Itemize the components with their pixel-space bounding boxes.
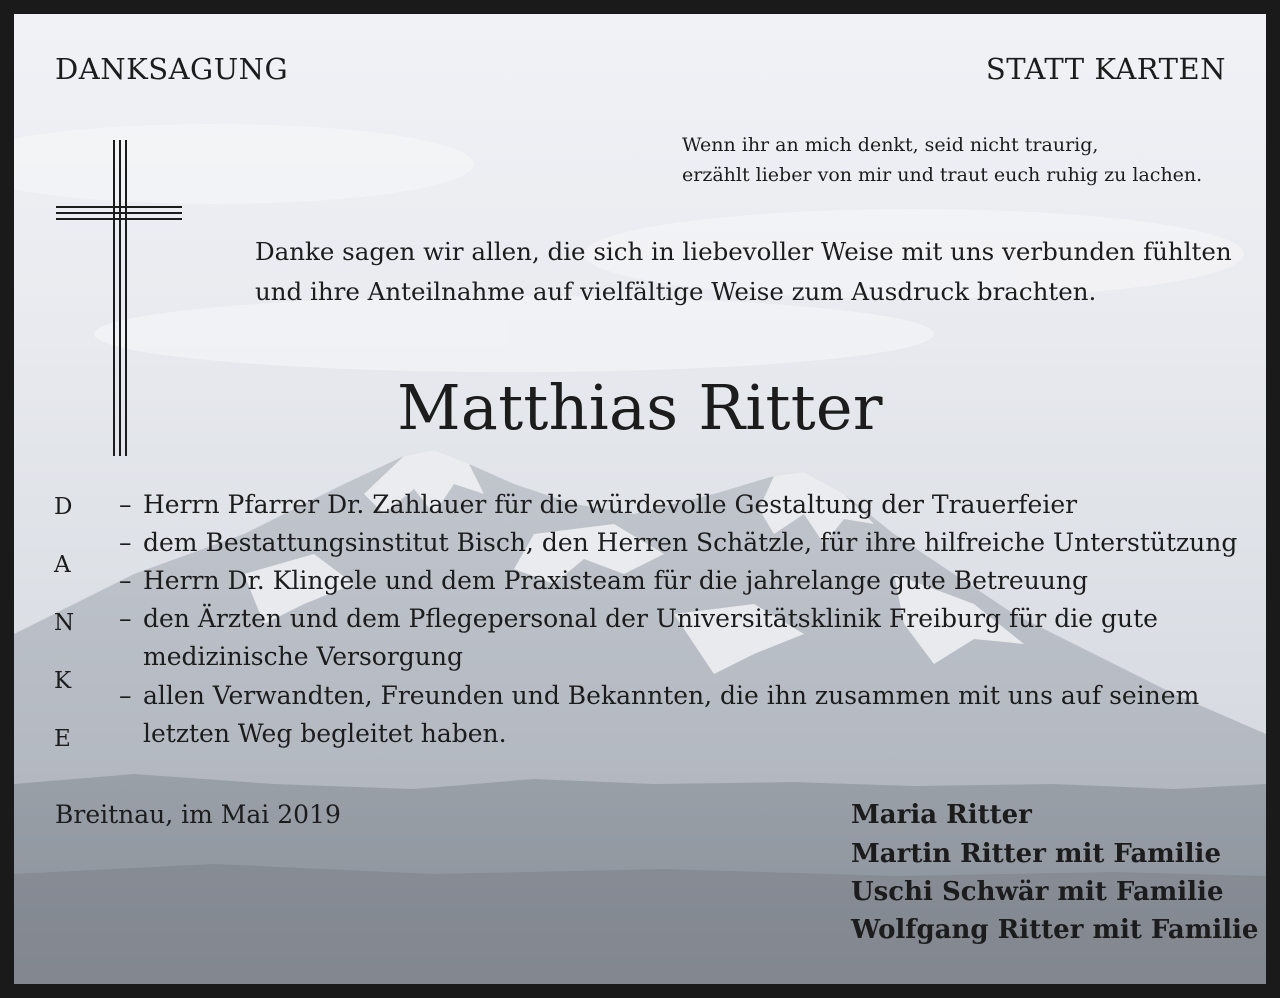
dash-marker: – [119, 681, 132, 710]
deceased-name: Matthias Ritter [397, 371, 883, 444]
danke-letter-k: K [54, 668, 72, 694]
signature-line: Uschi Schwär mit Familie [851, 877, 1224, 907]
quote-line-2: erzählt lieber von mir und traut euch ruhig zu lachen. [682, 164, 1203, 186]
danke-letter-a: A [54, 552, 71, 578]
quote-line-1: Wenn ihr an mich denkt, seid nicht traurig, [682, 134, 1099, 156]
danke-letter-d: D [54, 494, 73, 520]
danke-letter-n: N [54, 610, 75, 636]
thanks-item-text: allen Verwandten, Freunden und Bekannten, die ihn zusammen mit uns auf seinem [143, 681, 1200, 710]
intro-line-1: Danke sagen wir allen, die sich in liebevoller Weise mit uns verbunden fühlten [255, 237, 1232, 266]
thanks-item-text: den Ärzten und dem Pflegepersonal der Universitätsklinik Freiburg für die gute [143, 604, 1158, 633]
thanks-item-text: dem Bestattungsinstitut Bisch, den Herren Schätzle, für ihre hilfreiche Unterstützung [143, 528, 1238, 557]
danksagung-heading: DANKSAGUNG [55, 52, 289, 86]
signature-line: Wolfgang Ritter mit Familie [851, 915, 1259, 945]
thanks-item-text: Herrn Dr. Klingele und dem Praxisteam für die jahrelange gute Betreuung [143, 566, 1088, 595]
dash-marker: – [119, 528, 132, 557]
dash-marker: – [119, 604, 132, 633]
dash-marker: – [119, 490, 132, 519]
intro-line-2: und ihre Anteilnahme auf vielfältige Weise zum Ausdruck brachten. [255, 277, 1097, 306]
danke-letter-e: E [54, 726, 71, 752]
signature-line: Martin Ritter mit Familie [851, 839, 1221, 869]
thanks-item-text-continued: medizinische Versorgung [143, 642, 463, 671]
statt-karten-heading: STATT KARTEN [985, 52, 1226, 86]
thanks-item-text: Herrn Pfarrer Dr. Zahlauer für die würdevolle Gestaltung der Trauerfeier [143, 490, 1078, 519]
obituary-card [14, 14, 1266, 984]
place-and-date: Breitnau, im Mai 2019 [55, 800, 341, 829]
dash-marker: – [119, 566, 132, 595]
signature-line: Maria Ritter [851, 800, 1032, 830]
thanks-item-text-continued: letzten Weg begleitet haben. [143, 719, 507, 748]
